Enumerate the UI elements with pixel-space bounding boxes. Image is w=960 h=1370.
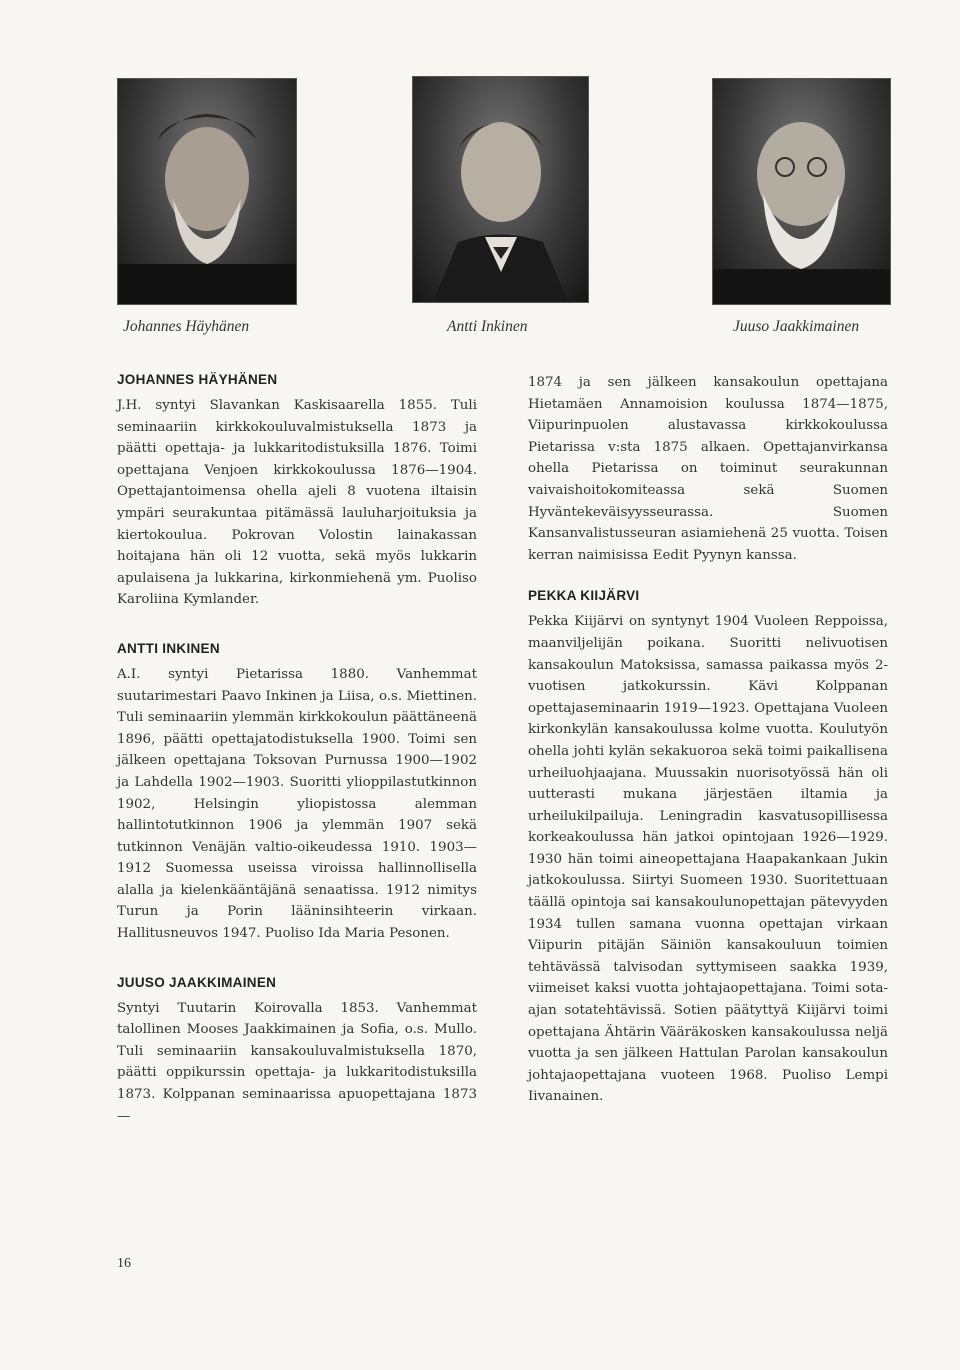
caption-antti-inkinen: Antti Inkinen (447, 318, 528, 335)
portrait-johannes-hayhanen (117, 78, 297, 305)
heading-johannes-hayhanen: JOHANNES HÄYHÄNEN (117, 372, 278, 387)
caption-johannes-hayhanen: Johannes Häyhänen (123, 318, 250, 335)
bio-juuso-jaakkimainen-continued: 1874 ja sen jälkeen kansakoulun opettajana Hietamäen Annamoision koulussa 1874—1875, Viipurinpuolen alustavassa kirkkokoulussa Pietarissa v:sta 1875 alkaen. Opettajanvirkansa ohella Pietarissa on toiminut seurakunnan vaivaishoitokomiteassa sekä Suomen Hyväntekeväisyysseurassa. Suomen Kansanvalistusseuran asiamiehenä 25 vuotta. Toisen kerran naimisissa Eedit Pyynyn kanssa. (528, 375, 888, 563)
caption-juuso-jaakkimainen: Juuso Jaakkimainen (733, 318, 860, 335)
left-column (117, 372, 477, 1127)
portrait-antti-inkinen (412, 76, 589, 303)
right-column (528, 372, 888, 1108)
portrait-juuso-jaakkimainen (712, 78, 891, 305)
heading-pekka-kiijarvi: PEKKA KIIJÄRVI (528, 588, 640, 604)
bio-pekka-kiijarvi: Pekka Kiijärvi on syntynyt 1904 Vuoleen Reppoissa, maanviljelijän poikana. Suoritti nelivuotisen kansakoulun Matoksissa, samassa paikassa myös 2-vuotisen jatkokurssin. Kävi Kolppanan opettajaseminaarin 1919—1923. Opettajana Vuoleen kirkonkylän kansakoulussa kolme vuotta. Koulutyön ohella johti kylän sekakuoroa sekä toimi paikallisena urheiluohjaajana. Muussakin nuorisotyössä hän oli uutterasti mukana järjestäen iltamia ja urheilukilpailuja. Leningradin kasvatusopillisessa korkeakoulussa hän jatkoi opintojaan 1926—1929. 1930 hän toimi aineopettajana Haapakankaan Jukin jatkokoulussa. Siirtyi Suomeen 1930. Suoritettuaan täällä opintoja sai kansakoulunopettajan pätevyyden 1934 tullen samana vuonna opettajan virkaan Viipurin pitäjän Säiniön kansakouluun toimien tehtävässä talvisodan syttymiseen saakka 1939, viimeiset kaksi vuotta johtajaopettajana. Toimi sota-ajan sotatehtävissä. Sotien päätyttyä Kiijärvi toimi opettajana Ähtärin Vääräkosken kansakoulussa neljä vuotta ja sen jälkeen Hattulan Parolan kansakoulun johtajaopettajana vuoteen 1968. Puoliso Lempi Iivanainen. (528, 614, 888, 1105)
page-number: 16 (117, 1256, 131, 1271)
bio-juuso-jaakkimainen: Syntyi Tuutarin Koirovalla 1853. Vanhemmat talollinen Mooses Jaakkimainen ja Sofia, o.s. Mullo. Tuli seminaariin kansakouluvalmistuksella 1870, päätti oppikurssin opettaja- ja lukkaritodistuksilla 1873. Kolppanan seminaarissa apuopettajana 1873— (117, 1000, 477, 1124)
bio-johannes-hayhanen: J.H. syntyi Slavankan Kaskisaarella 1855. Tuli seminaariin kirkkokouluvalmistuksella 1873 ja päätti opettaja- ja lukkaritodistuksilla 1876. Toimi opettajana Venjoen kirkkokoulussa 1876—1904. Opettajantoimensa ohella ajeli 8 vuotena iltaisin ympäri seurakuntaa pitämässä lauluharjoituksia ja kiertokoulua. Pokrovan Volostin lainakassan hoitajana hän oli 12 vuotta, sekä myös lukkarin apulaisena ja lukkarina, kirkonmiehenä ym. Puoliso Karoliina Kymlander. (117, 398, 477, 608)
heading-antti-inkinen: ANTTI INKINEN (117, 640, 220, 656)
heading-juuso-jaakkimainen: JUUSO JAAKKIMAINEN (117, 974, 277, 990)
bio-antti-inkinen: A.I. syntyi Pietarissa 1880. Vanhemmat suutarimestari Paavo Inkinen ja Liisa, o.s. Miettinen. Tuli seminaariin ylemmän kirkkokoulun päättäneenä 1896, päätti opettajatodistuksella 1900. Toimi sen jälkeen opettajana Toksovan Purnussa 1900—1902 ja Lahdella 1902—1903. Suoritti ylioppilastutkinnon 1902, Helsingin yliopistossa alemman hallintotutkinnon 1906 ja ylemmän 1907 sekä tutkinnon Venäjän valtio-oikeudessa 1910. 1903—1912 Suomessa useissa viroissa hallinnollisella alalla ja kielenkääntäjänä senaatissa. 1912 nimitys Turun ja Porin lääninsihteerin virkaan. Hallitusneuvos 1947. Puoliso Ida Maria Pesonen. (117, 666, 477, 942)
